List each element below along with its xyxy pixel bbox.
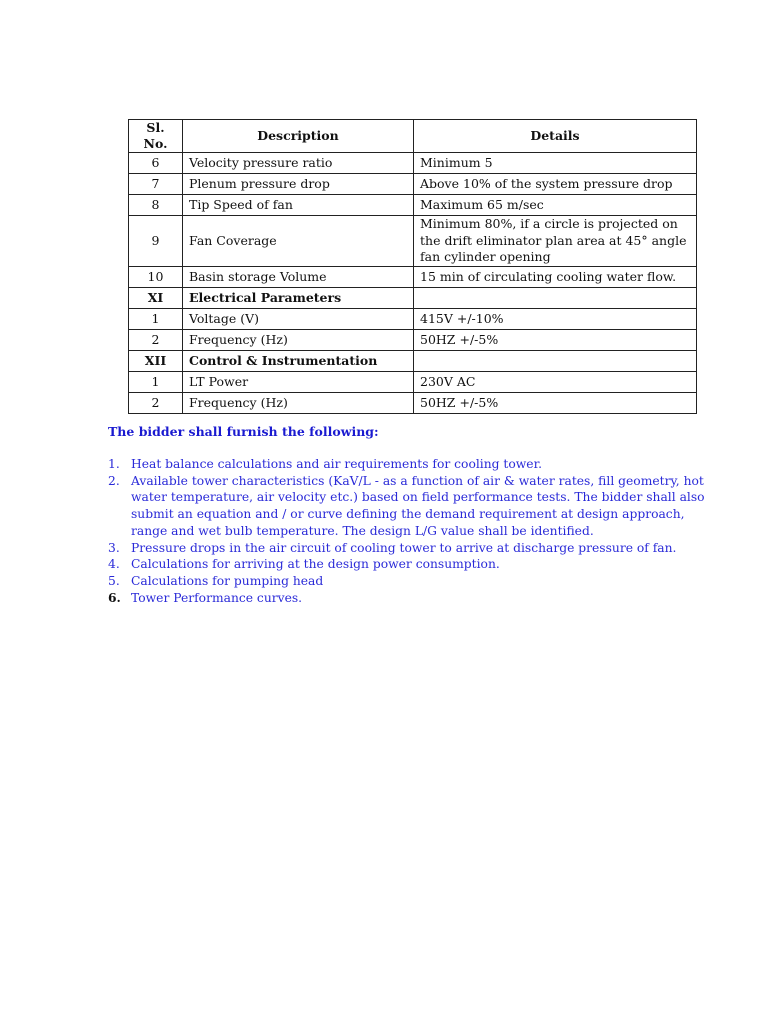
row-number: 6 xyxy=(129,153,183,174)
table-row xyxy=(129,329,697,350)
row-details xyxy=(414,287,697,308)
row-number: 8 xyxy=(129,195,183,216)
list-item-number: 3. xyxy=(108,540,120,555)
list-item-number: 5. xyxy=(108,573,120,588)
table-row xyxy=(129,174,697,195)
list-item-text: Available tower characteristics (KaV/L - as a function of air & water rates, fill geometry, hot water temperature, air velocity etc.) based on field performance tests. The bidder shall also submit an equation and / or curve defining the demand requirement at design approach, range and wet bulb temperature. The design L/G value shall be identified. xyxy=(131,473,705,538)
list-item-text: Tower Performance curves. xyxy=(131,590,303,605)
row-details: 50HZ +/-5% xyxy=(414,392,697,413)
row-description: Basin storage Volume xyxy=(183,266,414,287)
col-header-details: Details xyxy=(414,120,697,153)
list-item xyxy=(108,456,708,473)
section-title: Control & Instrumentation xyxy=(183,350,414,371)
row-details: 50HZ +/-5% xyxy=(414,329,697,350)
row-description: Plenum pressure drop xyxy=(183,174,414,195)
list-item xyxy=(108,540,708,557)
col-header-description: Description xyxy=(183,120,414,153)
row-description: LT Power xyxy=(183,371,414,392)
list-item xyxy=(108,556,708,573)
list-item xyxy=(108,473,708,540)
requirements-list xyxy=(108,456,708,606)
table-row xyxy=(129,216,697,267)
table-row xyxy=(129,308,697,329)
row-description: Tip Speed of fan xyxy=(183,195,414,216)
list-item-number: 2. xyxy=(108,473,120,488)
row-details: Maximum 65 m/sec xyxy=(414,195,697,216)
row-details xyxy=(414,350,697,371)
list-item xyxy=(108,590,708,607)
section-title: Electrical Parameters xyxy=(183,287,414,308)
row-details: Minimum 80%, if a circle is projected on the drift eliminator plan area at 45° angle fan cylinder opening xyxy=(414,216,697,267)
list-item-text: Pressure drops in the air circuit of cooling tower to arrive at discharge pressure of fan. xyxy=(131,540,677,555)
row-details: Minimum 5 xyxy=(414,153,697,174)
specification-table xyxy=(128,119,697,414)
row-number: 2 xyxy=(129,329,183,350)
row-details: 415V +/-10% xyxy=(414,308,697,329)
table-section-row xyxy=(129,350,697,371)
row-description: Frequency (Hz) xyxy=(183,329,414,350)
row-details: 15 min of circulating cooling water flow. xyxy=(414,266,697,287)
list-item-text: Calculations for pumping head xyxy=(131,573,324,588)
requirements-heading: The bidder shall furnish the following: xyxy=(108,424,379,439)
row-number: 1 xyxy=(129,308,183,329)
list-item-text: Calculations for arriving at the design power consumption. xyxy=(131,557,500,572)
table-section-row xyxy=(129,287,697,308)
row-details: 230V AC xyxy=(414,371,697,392)
table-row xyxy=(129,153,697,174)
row-description: Fan Coverage xyxy=(183,216,414,267)
list-item-text: Heat balance calculations and air requirements for cooling tower. xyxy=(131,457,543,471)
row-description: Velocity pressure ratio xyxy=(183,153,414,174)
row-number: 2 xyxy=(129,392,183,413)
row-number: 9 xyxy=(129,216,183,267)
table-row xyxy=(129,195,697,216)
list-item-number: 1. xyxy=(108,457,120,471)
row-description: Frequency (Hz) xyxy=(183,392,414,413)
list-item-number: 6. xyxy=(108,589,121,605)
row-number: 1 xyxy=(129,371,183,392)
row-number: 7 xyxy=(129,174,183,195)
section-number: XI xyxy=(129,287,183,308)
table-row xyxy=(129,266,697,287)
table-row xyxy=(129,392,697,413)
row-description: Voltage (V) xyxy=(183,308,414,329)
row-details: Above 10% of the system pressure drop xyxy=(414,174,697,195)
table-header-row xyxy=(129,120,697,153)
section-number: XII xyxy=(129,350,183,371)
table-row xyxy=(129,371,697,392)
row-number: 10 xyxy=(129,266,183,287)
list-item xyxy=(108,573,708,590)
list-item-number: 4. xyxy=(108,557,120,572)
col-header-sl-no: Sl. No. xyxy=(129,120,183,153)
